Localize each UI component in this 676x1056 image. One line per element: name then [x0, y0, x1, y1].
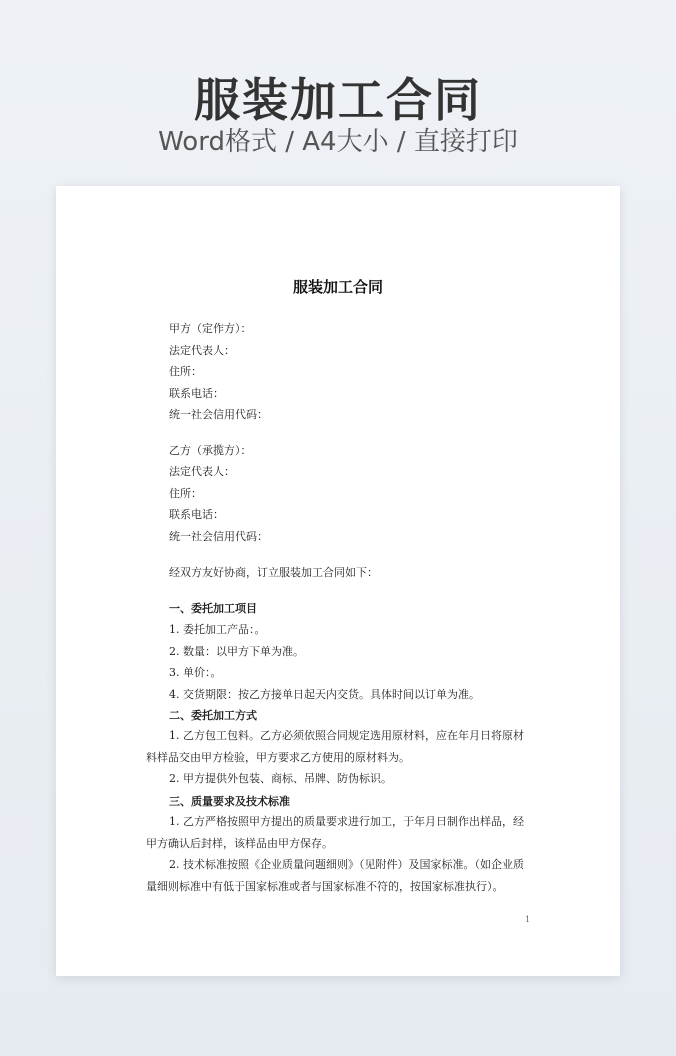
party-b-credit-code: 统一社会信用代码： [169, 530, 268, 543]
banner-title: 服装加工合同 [194, 73, 482, 127]
party-a-phone: 联系电话： [169, 387, 224, 400]
party-a-address: 住所： [169, 365, 202, 378]
party-b-phone: 联系电话： [169, 508, 224, 521]
page-number: 1 [525, 915, 531, 924]
section-1-item: 2. 数量：以甲方下单为准。 [169, 645, 304, 658]
party-a-representative: 法定代表人： [169, 344, 235, 357]
party-b-name: 乙方（承揽方）： [169, 444, 252, 457]
section-2-paragraph: 1. 乙方包工包料。乙方必须依照合同规定选用原材料，应在年月日将原材料样品交由甲方检验，甲方要求乙方使用的原材料为。 [146, 729, 524, 764]
document-title: 服装加工合同 [292, 278, 383, 296]
banner-subtitle: Word格式 / A4大小 / 直接打印 [158, 127, 518, 157]
section-3-heading: 三、质量要求及技术标准 [169, 795, 290, 808]
party-b-representative: 法定代表人： [169, 465, 235, 478]
section-2-heading: 二、委托加工方式 [169, 709, 257, 722]
section-1-heading: 一、委托加工项目 [169, 602, 257, 615]
section-1-item: 3. 单价：。 [169, 666, 222, 679]
section-2-paragraph: 2. 甲方提供外包装、商标、吊牌、防伪标识。 [169, 772, 392, 785]
intro-text: 经双方友好协商，订立服装加工合同如下： [169, 566, 378, 579]
party-a-name: 甲方（定作方）： [169, 322, 252, 335]
section-3-paragraph: 2. 技术标准按照《企业质量问题细则》（见附件）及国家标准。（如企业质量细则标准中有低于国家标准或者与国家标准不符的，按国家标准执行）。 [146, 858, 524, 893]
document-page [56, 186, 620, 976]
section-1-item: 4. 交货期限：按乙方接单日起天内交货。具体时间以订单为准。 [169, 688, 480, 701]
party-a-credit-code: 统一社会信用代码： [169, 408, 268, 421]
section-1-item: 1. 委托加工产品：。 [169, 623, 266, 636]
section-3-paragraph: 1. 乙方严格按照甲方提出的质量要求进行加工，于年月日制作出样品，经甲方确认后封样，该样品由甲方保存。 [146, 815, 524, 850]
party-b-address: 住所： [169, 487, 202, 500]
